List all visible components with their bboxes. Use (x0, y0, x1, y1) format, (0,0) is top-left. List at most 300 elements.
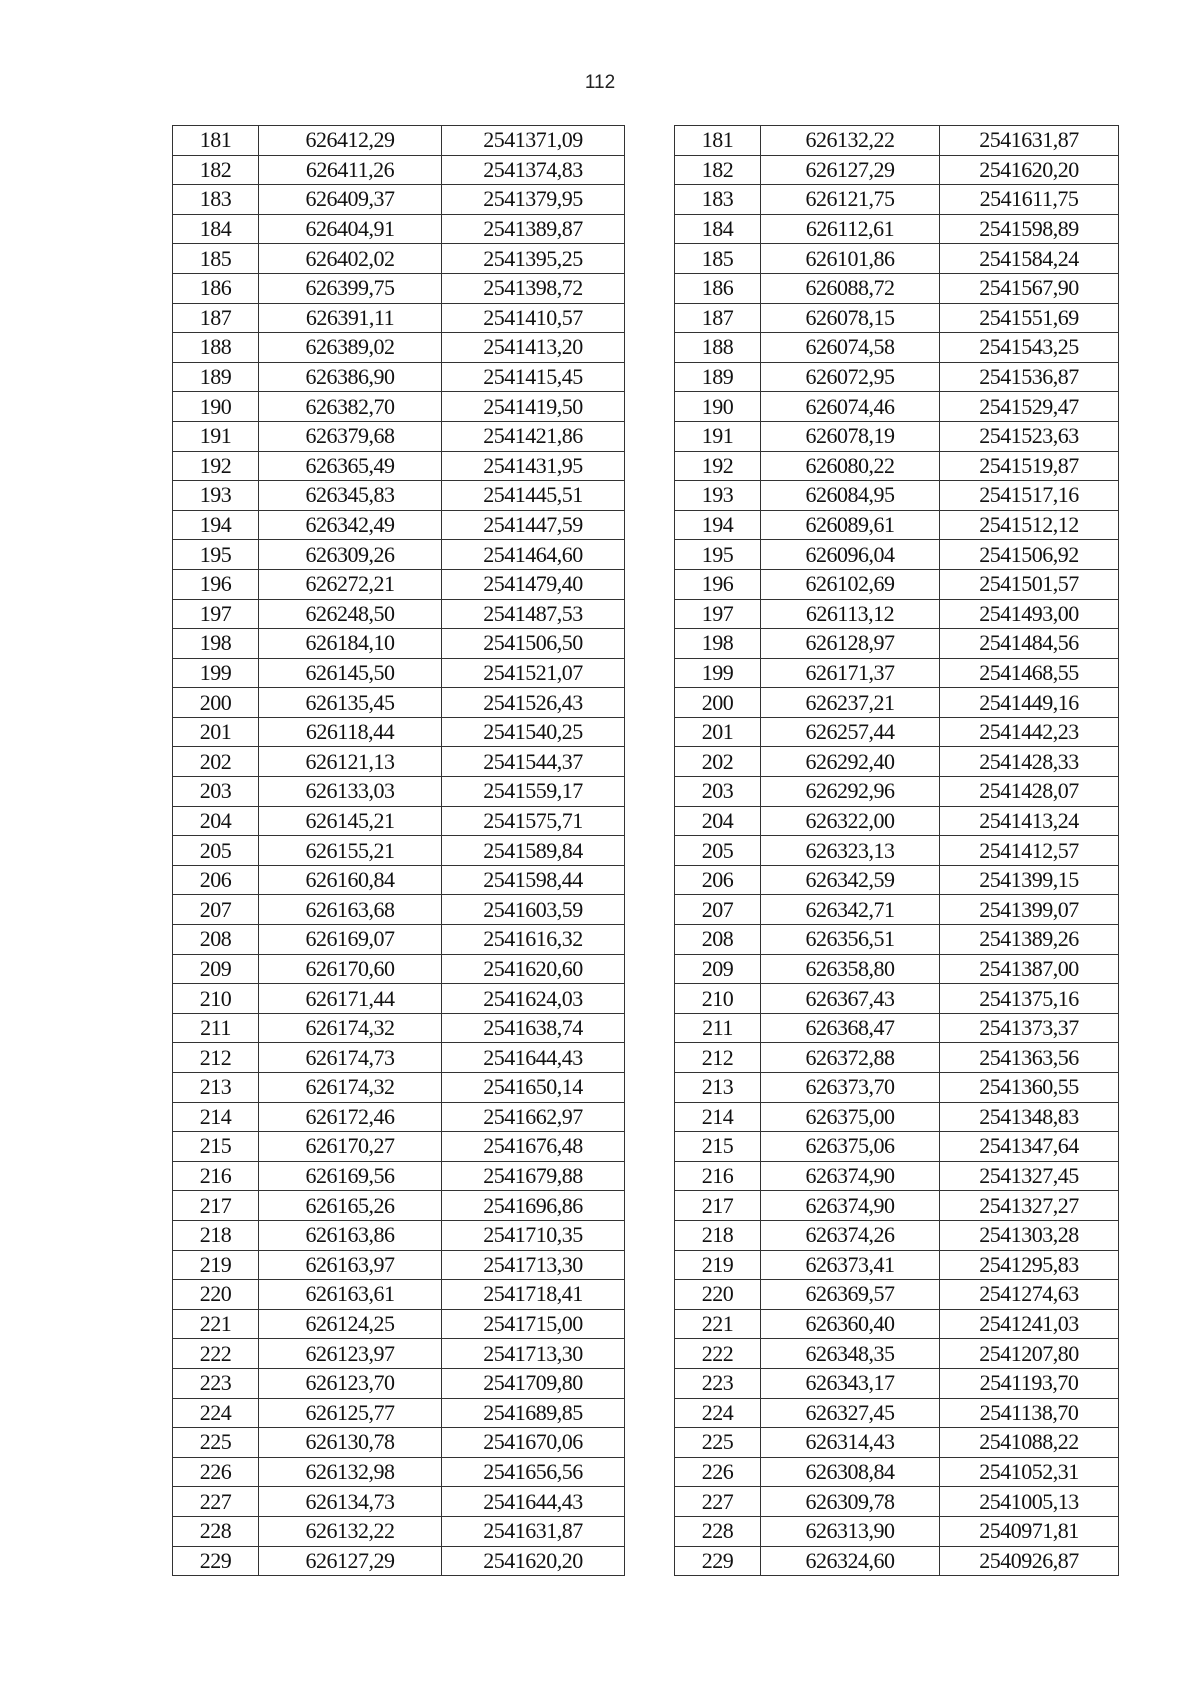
left-x-coordinate-cell: 626132,98 (259, 1457, 442, 1487)
column-gap-cell (625, 1013, 675, 1043)
left-point-number-cell: 229 (173, 1546, 259, 1576)
left-y-coordinate-cell: 2541676,48 (442, 1132, 625, 1162)
left-x-coordinate-cell: 626389,02 (259, 333, 442, 363)
column-gap-cell (625, 1043, 675, 1073)
left-y-coordinate-cell: 2541589,84 (442, 836, 625, 866)
column-gap-cell (625, 362, 675, 392)
table-row (173, 1428, 1119, 1458)
table-row (173, 303, 1119, 333)
left-y-coordinate-cell: 2541656,56 (442, 1457, 625, 1487)
left-y-coordinate-cell: 2541598,44 (442, 865, 625, 895)
right-point-number-cell: 186 (675, 273, 761, 303)
column-gap-cell (625, 303, 675, 333)
left-y-coordinate-cell: 2541620,20 (442, 1546, 625, 1576)
table-row (173, 1546, 1119, 1576)
left-y-coordinate-cell: 2541624,03 (442, 984, 625, 1014)
table-row (173, 629, 1119, 659)
left-point-number-cell: 212 (173, 1043, 259, 1073)
right-y-coordinate-cell: 2541543,25 (940, 333, 1119, 363)
left-point-number-cell: 226 (173, 1457, 259, 1487)
column-gap-cell (625, 1309, 675, 1339)
right-y-coordinate-cell: 2541052,31 (940, 1457, 1119, 1487)
right-x-coordinate-cell: 626072,95 (761, 362, 940, 392)
left-y-coordinate-cell: 2541575,71 (442, 806, 625, 836)
left-x-coordinate-cell: 626365,49 (259, 451, 442, 481)
right-x-coordinate-cell: 626078,15 (761, 303, 940, 333)
left-x-coordinate-cell: 626145,50 (259, 658, 442, 688)
table-row (173, 1191, 1119, 1221)
table-row (173, 688, 1119, 718)
right-point-number-cell: 196 (675, 569, 761, 599)
column-gap-cell (625, 984, 675, 1014)
column-gap-cell (625, 1073, 675, 1103)
column-gap-cell (625, 1516, 675, 1546)
left-point-number-cell: 197 (173, 599, 259, 629)
left-y-coordinate-cell: 2541464,60 (442, 540, 625, 570)
right-y-coordinate-cell: 2540926,87 (940, 1546, 1119, 1576)
right-x-coordinate-cell: 626360,40 (761, 1309, 940, 1339)
right-y-coordinate-cell: 2541207,80 (940, 1339, 1119, 1369)
left-point-number-cell: 199 (173, 658, 259, 688)
table-row (173, 1339, 1119, 1369)
table-row (173, 451, 1119, 481)
column-gap-cell (625, 895, 675, 925)
left-point-number-cell: 208 (173, 925, 259, 955)
left-x-coordinate-cell: 626124,25 (259, 1309, 442, 1339)
right-point-number-cell: 185 (675, 244, 761, 274)
left-point-number-cell: 204 (173, 806, 259, 836)
right-y-coordinate-cell: 2541598,89 (940, 214, 1119, 244)
column-gap-cell (625, 185, 675, 215)
left-point-number-cell: 191 (173, 421, 259, 451)
table-row (173, 481, 1119, 511)
table-row (173, 1220, 1119, 1250)
left-x-coordinate-cell: 626382,70 (259, 392, 442, 422)
right-y-coordinate-cell: 2541241,03 (940, 1309, 1119, 1339)
left-y-coordinate-cell: 2541506,50 (442, 629, 625, 659)
right-y-coordinate-cell: 2541412,57 (940, 836, 1119, 866)
right-x-coordinate-cell: 626313,90 (761, 1516, 940, 1546)
left-y-coordinate-cell: 2541540,25 (442, 717, 625, 747)
right-point-number-cell: 200 (675, 688, 761, 718)
left-x-coordinate-cell: 626412,29 (259, 126, 442, 156)
left-x-coordinate-cell: 626170,60 (259, 954, 442, 984)
left-y-coordinate-cell: 2541715,00 (442, 1309, 625, 1339)
left-y-coordinate-cell: 2541689,85 (442, 1398, 625, 1428)
left-x-coordinate-cell: 626309,26 (259, 540, 442, 570)
left-y-coordinate-cell: 2541710,35 (442, 1220, 625, 1250)
column-gap-cell (625, 1102, 675, 1132)
left-y-coordinate-cell: 2541670,06 (442, 1428, 625, 1458)
column-gap-cell (625, 126, 675, 156)
left-y-coordinate-cell: 2541603,59 (442, 895, 625, 925)
table-row (173, 421, 1119, 451)
left-x-coordinate-cell: 626379,68 (259, 421, 442, 451)
left-x-coordinate-cell: 626409,37 (259, 185, 442, 215)
right-x-coordinate-cell: 626078,19 (761, 421, 940, 451)
right-x-coordinate-cell: 626324,60 (761, 1546, 940, 1576)
right-x-coordinate-cell: 626127,29 (761, 155, 940, 185)
right-y-coordinate-cell: 2541442,23 (940, 717, 1119, 747)
left-x-coordinate-cell: 626342,49 (259, 510, 442, 540)
right-x-coordinate-cell: 626322,00 (761, 806, 940, 836)
right-x-coordinate-cell: 626112,61 (761, 214, 940, 244)
table-row (173, 540, 1119, 570)
left-x-coordinate-cell: 626402,02 (259, 244, 442, 274)
left-x-coordinate-cell: 626163,61 (259, 1280, 442, 1310)
right-x-coordinate-cell: 626292,96 (761, 777, 940, 807)
right-y-coordinate-cell: 2541193,70 (940, 1368, 1119, 1398)
right-x-coordinate-cell: 626089,61 (761, 510, 940, 540)
right-y-coordinate-cell: 2541413,24 (940, 806, 1119, 836)
left-point-number-cell: 206 (173, 865, 259, 895)
right-x-coordinate-cell: 626342,59 (761, 865, 940, 895)
right-point-number-cell: 221 (675, 1309, 761, 1339)
right-point-number-cell: 187 (675, 303, 761, 333)
left-point-number-cell: 213 (173, 1073, 259, 1103)
right-y-coordinate-cell: 2541620,20 (940, 155, 1119, 185)
column-gap-cell (625, 569, 675, 599)
left-point-number-cell: 187 (173, 303, 259, 333)
left-point-number-cell: 186 (173, 273, 259, 303)
table-row (173, 1250, 1119, 1280)
right-y-coordinate-cell: 2541348,83 (940, 1102, 1119, 1132)
left-point-number-cell: 209 (173, 954, 259, 984)
right-x-coordinate-cell: 626327,45 (761, 1398, 940, 1428)
table-row (173, 1073, 1119, 1103)
right-point-number-cell: 184 (675, 214, 761, 244)
left-x-coordinate-cell: 626174,73 (259, 1043, 442, 1073)
left-y-coordinate-cell: 2541638,74 (442, 1013, 625, 1043)
left-y-coordinate-cell: 2541413,20 (442, 333, 625, 363)
right-y-coordinate-cell: 2541387,00 (940, 954, 1119, 984)
left-point-number-cell: 183 (173, 185, 259, 215)
column-gap-cell (625, 777, 675, 807)
right-point-number-cell: 204 (675, 806, 761, 836)
left-y-coordinate-cell: 2541415,45 (442, 362, 625, 392)
right-x-coordinate-cell: 626356,51 (761, 925, 940, 955)
left-point-number-cell: 211 (173, 1013, 259, 1043)
column-gap-cell (625, 806, 675, 836)
right-y-coordinate-cell: 2540971,81 (940, 1516, 1119, 1546)
right-point-number-cell: 182 (675, 155, 761, 185)
left-point-number-cell: 196 (173, 569, 259, 599)
left-point-number-cell: 210 (173, 984, 259, 1014)
left-point-number-cell: 227 (173, 1487, 259, 1517)
right-point-number-cell: 222 (675, 1339, 761, 1369)
table-row (173, 925, 1119, 955)
right-x-coordinate-cell: 626373,41 (761, 1250, 940, 1280)
right-y-coordinate-cell: 2541468,55 (940, 658, 1119, 688)
left-x-coordinate-cell: 626123,97 (259, 1339, 442, 1369)
right-point-number-cell: 214 (675, 1102, 761, 1132)
left-y-coordinate-cell: 2541718,41 (442, 1280, 625, 1310)
right-x-coordinate-cell: 626358,80 (761, 954, 940, 984)
table-row (173, 895, 1119, 925)
right-point-number-cell: 212 (675, 1043, 761, 1073)
right-x-coordinate-cell: 626373,70 (761, 1073, 940, 1103)
table-row (173, 1457, 1119, 1487)
table-row (173, 658, 1119, 688)
right-point-number-cell: 229 (675, 1546, 761, 1576)
table-row (173, 333, 1119, 363)
right-y-coordinate-cell: 2541611,75 (940, 185, 1119, 215)
coordinates-table-body (173, 126, 1119, 1576)
left-y-coordinate-cell: 2541709,80 (442, 1368, 625, 1398)
left-x-coordinate-cell: 626169,56 (259, 1161, 442, 1191)
right-point-number-cell: 226 (675, 1457, 761, 1487)
left-y-coordinate-cell: 2541713,30 (442, 1250, 625, 1280)
left-x-coordinate-cell: 626160,84 (259, 865, 442, 895)
right-point-number-cell: 188 (675, 333, 761, 363)
coordinates-table (172, 125, 1119, 1576)
left-y-coordinate-cell: 2541398,72 (442, 273, 625, 303)
left-x-coordinate-cell: 626174,32 (259, 1073, 442, 1103)
left-y-coordinate-cell: 2541650,14 (442, 1073, 625, 1103)
right-point-number-cell: 225 (675, 1428, 761, 1458)
left-point-number-cell: 205 (173, 836, 259, 866)
right-y-coordinate-cell: 2541088,22 (940, 1428, 1119, 1458)
left-point-number-cell: 215 (173, 1132, 259, 1162)
right-point-number-cell: 194 (675, 510, 761, 540)
column-gap-cell (625, 1132, 675, 1162)
right-x-coordinate-cell: 626088,72 (761, 273, 940, 303)
column-gap-cell (625, 214, 675, 244)
left-y-coordinate-cell: 2541544,37 (442, 747, 625, 777)
table-row (173, 185, 1119, 215)
left-x-coordinate-cell: 626165,26 (259, 1191, 442, 1221)
right-y-coordinate-cell: 2541327,45 (940, 1161, 1119, 1191)
left-x-coordinate-cell: 626163,97 (259, 1250, 442, 1280)
right-y-coordinate-cell: 2541501,57 (940, 569, 1119, 599)
table-row (173, 1368, 1119, 1398)
right-point-number-cell: 223 (675, 1368, 761, 1398)
left-y-coordinate-cell: 2541713,30 (442, 1339, 625, 1369)
right-x-coordinate-cell: 626257,44 (761, 717, 940, 747)
table-row (173, 1516, 1119, 1546)
right-y-coordinate-cell: 2541428,07 (940, 777, 1119, 807)
right-x-coordinate-cell: 626074,58 (761, 333, 940, 363)
left-x-coordinate-cell: 626345,83 (259, 481, 442, 511)
column-gap-cell (625, 1368, 675, 1398)
column-gap-cell (625, 392, 675, 422)
column-gap-cell (625, 451, 675, 481)
right-point-number-cell: 215 (675, 1132, 761, 1162)
right-y-coordinate-cell: 2541517,16 (940, 481, 1119, 511)
left-x-coordinate-cell: 626174,32 (259, 1013, 442, 1043)
column-gap-cell (625, 1161, 675, 1191)
left-point-number-cell: 182 (173, 155, 259, 185)
table-row (173, 392, 1119, 422)
left-x-coordinate-cell: 626170,27 (259, 1132, 442, 1162)
left-point-number-cell: 222 (173, 1339, 259, 1369)
right-x-coordinate-cell: 626128,97 (761, 629, 940, 659)
table-row (173, 1102, 1119, 1132)
left-y-coordinate-cell: 2541479,40 (442, 569, 625, 599)
right-y-coordinate-cell: 2541363,56 (940, 1043, 1119, 1073)
left-x-coordinate-cell: 626172,46 (259, 1102, 442, 1132)
table-row (173, 569, 1119, 599)
right-y-coordinate-cell: 2541484,56 (940, 629, 1119, 659)
left-point-number-cell: 216 (173, 1161, 259, 1191)
right-y-coordinate-cell: 2541428,33 (940, 747, 1119, 777)
left-point-number-cell: 190 (173, 392, 259, 422)
left-y-coordinate-cell: 2541559,17 (442, 777, 625, 807)
table-row (173, 1161, 1119, 1191)
table-row (173, 362, 1119, 392)
left-point-number-cell: 218 (173, 1220, 259, 1250)
left-x-coordinate-cell: 626130,78 (259, 1428, 442, 1458)
right-y-coordinate-cell: 2541138,70 (940, 1398, 1119, 1428)
column-gap-cell (625, 954, 675, 984)
right-x-coordinate-cell: 626308,84 (761, 1457, 940, 1487)
column-gap-cell (625, 333, 675, 363)
left-point-number-cell: 217 (173, 1191, 259, 1221)
table-row (173, 1487, 1119, 1517)
right-y-coordinate-cell: 2541375,16 (940, 984, 1119, 1014)
left-point-number-cell: 195 (173, 540, 259, 570)
right-point-number-cell: 224 (675, 1398, 761, 1428)
left-y-coordinate-cell: 2541644,43 (442, 1043, 625, 1073)
right-x-coordinate-cell: 626343,17 (761, 1368, 940, 1398)
left-x-coordinate-cell: 626135,45 (259, 688, 442, 718)
right-point-number-cell: 190 (675, 392, 761, 422)
left-x-coordinate-cell: 626155,21 (259, 836, 442, 866)
right-point-number-cell: 183 (675, 185, 761, 215)
right-y-coordinate-cell: 2541506,92 (940, 540, 1119, 570)
right-x-coordinate-cell: 626367,43 (761, 984, 940, 1014)
table-row (173, 747, 1119, 777)
right-point-number-cell: 228 (675, 1516, 761, 1546)
column-gap-cell (625, 155, 675, 185)
right-point-number-cell: 191 (675, 421, 761, 451)
right-x-coordinate-cell: 626171,37 (761, 658, 940, 688)
right-x-coordinate-cell: 626101,86 (761, 244, 940, 274)
left-y-coordinate-cell: 2541379,95 (442, 185, 625, 215)
left-point-number-cell: 214 (173, 1102, 259, 1132)
column-gap-cell (625, 688, 675, 718)
right-x-coordinate-cell: 626375,00 (761, 1102, 940, 1132)
left-y-coordinate-cell: 2541526,43 (442, 688, 625, 718)
left-point-number-cell: 181 (173, 126, 259, 156)
right-x-coordinate-cell: 626348,35 (761, 1339, 940, 1369)
table-row (173, 836, 1119, 866)
left-x-coordinate-cell: 626127,29 (259, 1546, 442, 1576)
right-point-number-cell: 220 (675, 1280, 761, 1310)
table-row (173, 777, 1119, 807)
right-point-number-cell: 217 (675, 1191, 761, 1221)
column-gap-cell (625, 865, 675, 895)
left-point-number-cell: 203 (173, 777, 259, 807)
right-point-number-cell: 227 (675, 1487, 761, 1517)
column-gap-cell (625, 1280, 675, 1310)
left-x-coordinate-cell: 626163,68 (259, 895, 442, 925)
column-gap-cell (625, 747, 675, 777)
right-point-number-cell: 213 (675, 1073, 761, 1103)
right-y-coordinate-cell: 2541512,12 (940, 510, 1119, 540)
right-y-coordinate-cell: 2541005,13 (940, 1487, 1119, 1517)
right-y-coordinate-cell: 2541295,83 (940, 1250, 1119, 1280)
right-y-coordinate-cell: 2541373,37 (940, 1013, 1119, 1043)
left-x-coordinate-cell: 626184,10 (259, 629, 442, 659)
left-point-number-cell: 201 (173, 717, 259, 747)
right-x-coordinate-cell: 626342,71 (761, 895, 940, 925)
left-y-coordinate-cell: 2541389,87 (442, 214, 625, 244)
right-y-coordinate-cell: 2541327,27 (940, 1191, 1119, 1221)
column-gap-cell (625, 1250, 675, 1280)
left-y-coordinate-cell: 2541620,60 (442, 954, 625, 984)
column-gap-cell (625, 244, 675, 274)
right-x-coordinate-cell: 626121,75 (761, 185, 940, 215)
right-point-number-cell: 189 (675, 362, 761, 392)
column-gap-cell (625, 1191, 675, 1221)
column-gap-cell (625, 717, 675, 747)
left-point-number-cell: 198 (173, 629, 259, 659)
left-y-coordinate-cell: 2541445,51 (442, 481, 625, 511)
left-point-number-cell: 225 (173, 1428, 259, 1458)
right-x-coordinate-cell: 626132,22 (761, 126, 940, 156)
table-row (173, 1309, 1119, 1339)
right-point-number-cell: 209 (675, 954, 761, 984)
left-point-number-cell: 224 (173, 1398, 259, 1428)
left-x-coordinate-cell: 626171,44 (259, 984, 442, 1014)
right-y-coordinate-cell: 2541584,24 (940, 244, 1119, 274)
right-y-coordinate-cell: 2541567,90 (940, 273, 1119, 303)
column-gap-cell (625, 1398, 675, 1428)
right-point-number-cell: 211 (675, 1013, 761, 1043)
right-point-number-cell: 208 (675, 925, 761, 955)
right-x-coordinate-cell: 626237,21 (761, 688, 940, 718)
column-gap-cell (625, 273, 675, 303)
left-x-coordinate-cell: 626391,11 (259, 303, 442, 333)
left-y-coordinate-cell: 2541419,50 (442, 392, 625, 422)
table-row (173, 214, 1119, 244)
right-point-number-cell: 218 (675, 1220, 761, 1250)
left-x-coordinate-cell: 626133,03 (259, 777, 442, 807)
left-point-number-cell: 192 (173, 451, 259, 481)
table-row (173, 510, 1119, 540)
right-y-coordinate-cell: 2541449,16 (940, 688, 1119, 718)
column-gap-cell (625, 658, 675, 688)
right-y-coordinate-cell: 2541347,64 (940, 1132, 1119, 1162)
column-gap-cell (625, 1457, 675, 1487)
left-x-coordinate-cell: 626248,50 (259, 599, 442, 629)
column-gap-cell (625, 510, 675, 540)
left-x-coordinate-cell: 626145,21 (259, 806, 442, 836)
right-x-coordinate-cell: 626369,57 (761, 1280, 940, 1310)
right-point-number-cell: 205 (675, 836, 761, 866)
right-y-coordinate-cell: 2541529,47 (940, 392, 1119, 422)
left-y-coordinate-cell: 2541644,43 (442, 1487, 625, 1517)
left-x-coordinate-cell: 626386,90 (259, 362, 442, 392)
column-gap-cell (625, 925, 675, 955)
column-gap-cell (625, 540, 675, 570)
right-point-number-cell: 219 (675, 1250, 761, 1280)
column-gap-cell (625, 1487, 675, 1517)
page-number: 112 (584, 72, 616, 93)
right-y-coordinate-cell: 2541631,87 (940, 126, 1119, 156)
left-x-coordinate-cell: 626125,77 (259, 1398, 442, 1428)
table-row (173, 1013, 1119, 1043)
left-x-coordinate-cell: 626132,22 (259, 1516, 442, 1546)
right-point-number-cell: 203 (675, 777, 761, 807)
right-y-coordinate-cell: 2541360,55 (940, 1073, 1119, 1103)
left-point-number-cell: 228 (173, 1516, 259, 1546)
left-x-coordinate-cell: 626118,44 (259, 717, 442, 747)
right-y-coordinate-cell: 2541519,87 (940, 451, 1119, 481)
left-point-number-cell: 185 (173, 244, 259, 274)
right-x-coordinate-cell: 626292,40 (761, 747, 940, 777)
